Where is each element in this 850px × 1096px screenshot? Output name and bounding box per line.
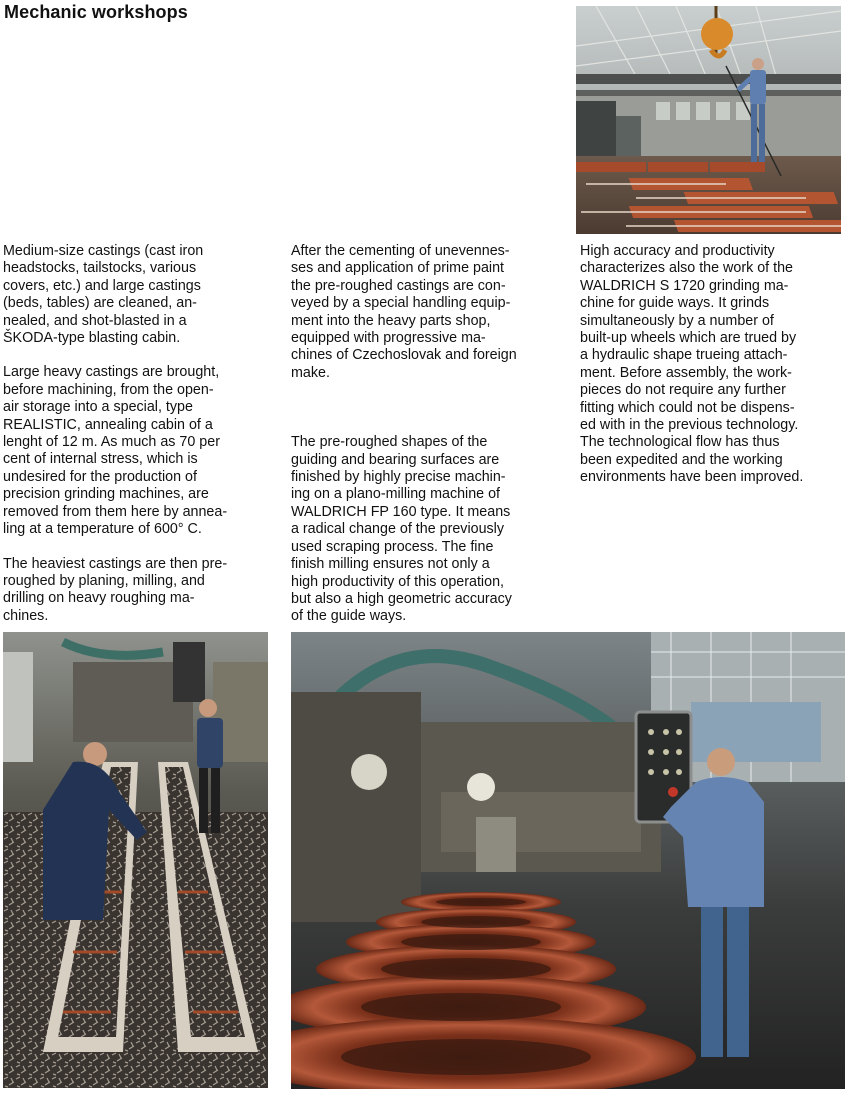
paragraph-heavy-parts-shop: After the cementing of unevennes- ses and application of prime paint the pre-roughed castings are con- veyed by a special handling equip- ment into the heavy parts shop, equipped with progressive ma- chines of Czechoslovak and foreign make. xyxy=(291,243,517,381)
castings-bed-illustration xyxy=(3,632,268,1088)
paragraph-guide-way-grinding: High accuracy and productivity characterizes also the work of the WALDRICH S 1720 grinding ma- chine for guide ways. It grinds simultaneously by a number of built-up wheels which are trued by a hydraulic shape trueing attach- ment. Before assembly, the work- pieces do not require any further fitting which could not be dispens- ed with in the previous technology. The technological flow has thus been expedited and the working environments have been improved. xyxy=(580,243,804,486)
text-column-left xyxy=(3,243,273,625)
photo-castings-on-grid xyxy=(3,632,268,1088)
photo-crane-operator xyxy=(576,6,841,234)
text-column-right xyxy=(580,243,848,487)
paragraph-annealing: Large heavy castings are brought, before machining, from the open- air storage into a special, type REALISTIC, annealing cabin of a lenght of 12 m. As much as 70 per cent of internal stress, which is undesired for the production of precision grinding machines, are removed from them here by annea- ling at a temperature of 600° C. xyxy=(3,364,228,538)
text-column-middle xyxy=(291,243,566,626)
photo-plano-milling xyxy=(291,632,845,1089)
crane-hall-illustration xyxy=(576,6,841,234)
paragraph-pre-roughing: The heaviest castings are then pre- roughed by planing, milling, and drilling on heavy roughing ma- chines. xyxy=(3,555,228,624)
paragraph-plano-milling: The pre-roughed shapes of the guiding and bearing surfaces are finished by highly precise machin- ing on a plano-milling machine of WALDRICH FP 160 type. It means a radical change of the previously used scraping process. The fine finish milling ensures not only a high productivity of this operation, but also a high geometric accuracy of the guide ways. xyxy=(291,434,512,625)
paragraph-blasting: Medium-size castings (cast iron headstocks, tailstocks, various covers, etc.) and large castings (beds, tables) are cleaned, an- nealed, and shot-blasted in a ŠKODA-type blasting cabin. xyxy=(3,243,204,347)
plano-milling-illustration xyxy=(291,632,845,1089)
page-title: Mechanic workshops xyxy=(4,2,188,22)
